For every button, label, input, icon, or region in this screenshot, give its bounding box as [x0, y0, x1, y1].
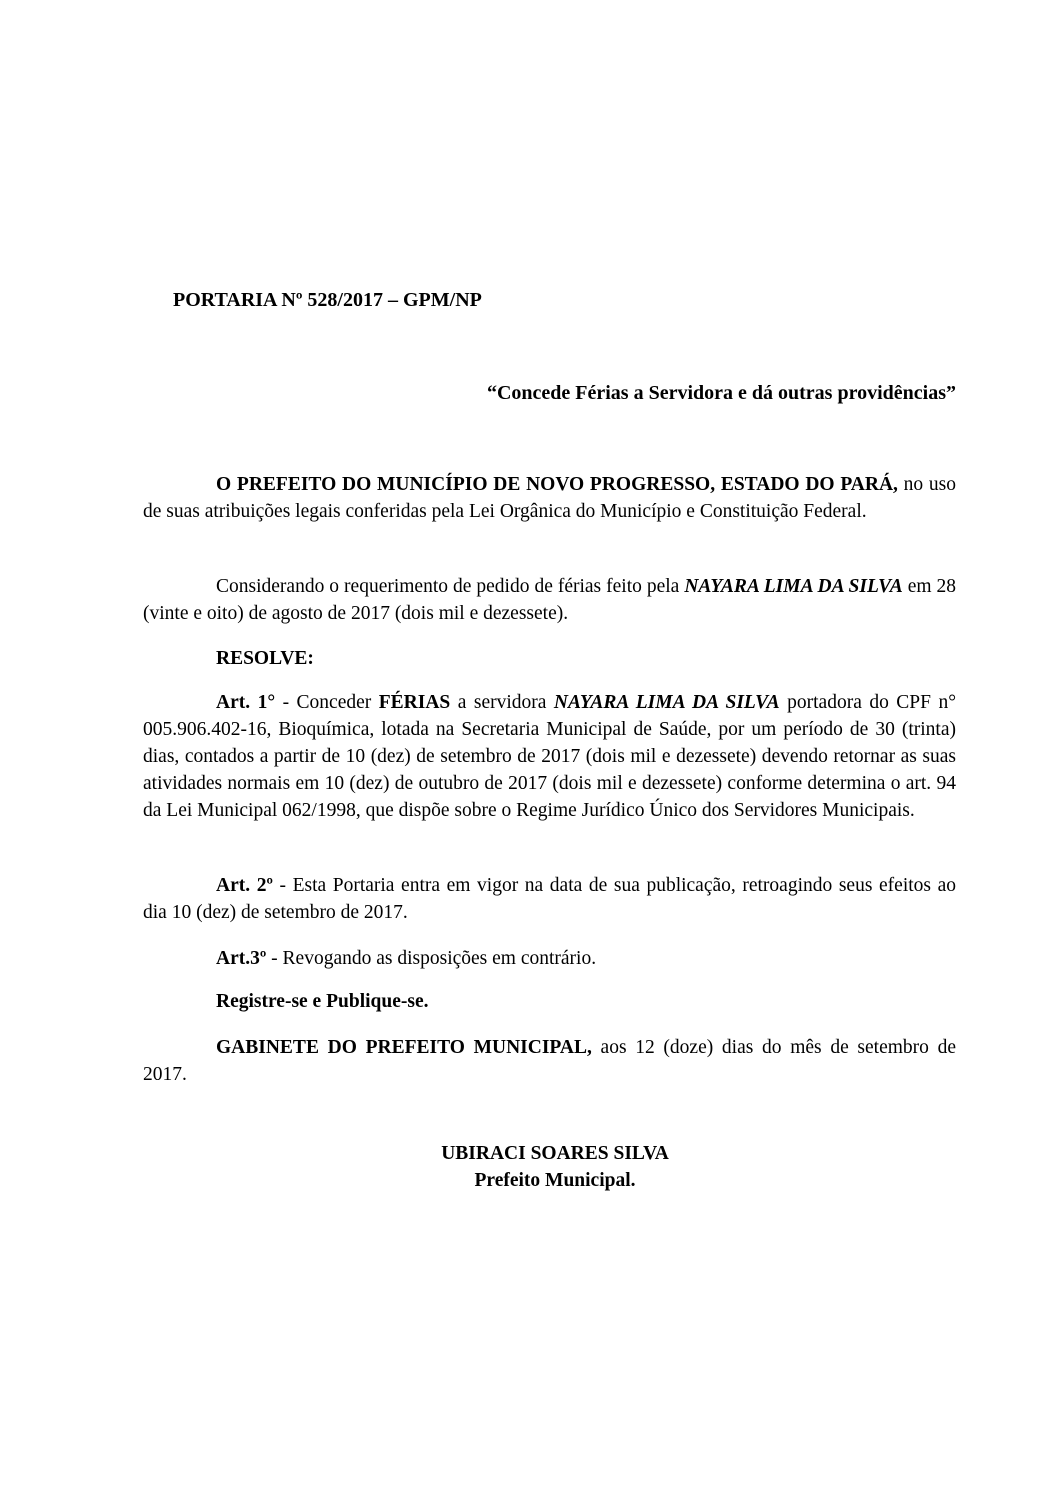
article-1-name: NAYARA LIMA DA SILVA	[553, 692, 780, 713]
considering-name: NAYARA LIMA DA SILVA	[684, 576, 903, 597]
preamble-text: no uso de suas atribuições legais conferidas pela Lei Orgânica do Município e Constituição Federal.	[143, 474, 957, 522]
closing-text: aos 12 (doze) dias do mês de setembro de 2017.	[143, 1037, 956, 1085]
article-2-label: Art. 2º	[216, 875, 273, 896]
publish-line	[143, 988, 956, 1015]
signature-role: Prefeito Municipal.	[474, 1170, 636, 1191]
closing-paragraph	[143, 1034, 956, 1088]
signature-block	[360, 1140, 750, 1194]
preamble-paragraph	[143, 471, 956, 525]
article-1-text-c: portadora do CPF n° 005.906.402-16, Bioquímica, lotada na Secretaria Municipal de Saúde, por um período de 30 (trinta) dias, contados a partir de 10 (dez) de setembro de 2017 (dois mil e dezessete) devendo retornar as suas atividades normais em 10 (dez) de outubro de 2017 (dois mil e dezessete) conforme determina o art. 94 da Lei Municipal 062/1998, que dispõe sobre o Regime Jurídico Único dos Servidores Municipais.	[143, 692, 956, 821]
article-3-text: - Revogando as disposições em contrário.	[266, 948, 597, 969]
article-3-label: Art.3º	[216, 948, 267, 969]
resolve-label: RESOLVE:	[216, 648, 314, 669]
closing-office: GABINETE DO PREFEITO MUNICIPAL,	[216, 1037, 592, 1058]
article-1-text-a: - Conceder	[275, 692, 379, 713]
authority-text: O PREFEITO DO MUNICÍPIO DE NOVO PROGRESSO, ESTADO DO PARÁ,	[216, 474, 898, 495]
article-2	[143, 872, 956, 926]
considering-suffix: em 28 (vinte e oito) de agosto de 2017 (dois mil e dezessete).	[143, 576, 957, 624]
article-1-label: Art. 1°	[216, 692, 276, 713]
article-3	[143, 945, 956, 972]
article-1	[143, 689, 956, 824]
article-2-text: - Esta Portaria entra em vigor na data de sua publicação, retroagindo seus efeitos ao dia 10 (dez) de setembro de 2017.	[143, 875, 956, 923]
document-ementa: “Concede Férias a Servidora e dá outras providências”	[486, 382, 956, 404]
publish-text: Registre-se e Publique-se.	[216, 991, 429, 1012]
signature-name: UBIRACI SOARES SILVA	[441, 1143, 669, 1164]
article-1-ferias: FÉRIAS	[378, 692, 451, 713]
article-1-text-b: a servidora	[450, 692, 554, 713]
document-title: PORTARIA Nº 528/2017 – GPM/NP	[173, 289, 482, 311]
resolve-heading	[143, 645, 956, 672]
considering-prefix: Considerando o requerimento de pedido de férias feito pela	[216, 576, 685, 597]
considering-paragraph	[143, 573, 956, 627]
